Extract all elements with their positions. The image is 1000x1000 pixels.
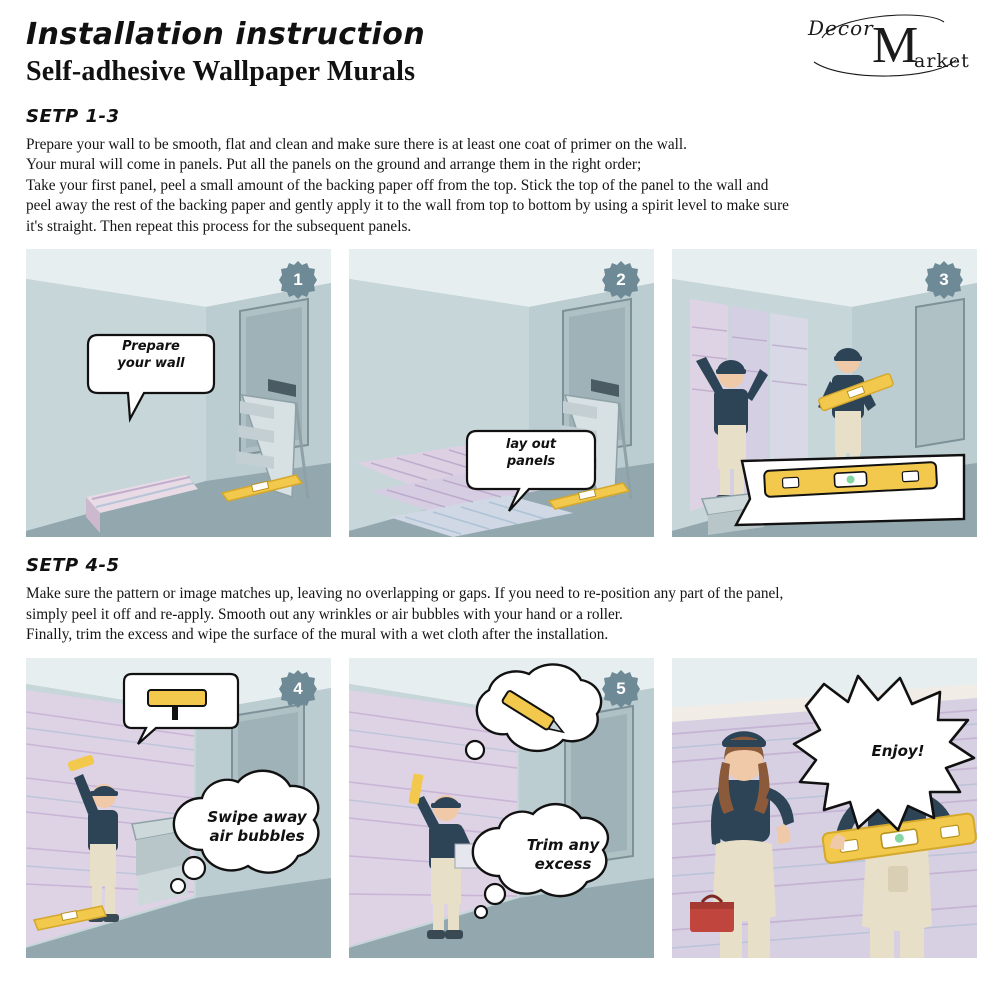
step-panel-5 bbox=[349, 658, 654, 958]
panel-4-caption-line-2: air bubbles bbox=[209, 826, 305, 845]
panel-3-level-callout bbox=[736, 455, 964, 525]
step-panel-2 bbox=[349, 249, 654, 537]
section-1-line-1: Prepare your wall to be smooth, flat and clean and make sure there is at least one coat of primer on the wall. bbox=[26, 136, 687, 153]
step-badge-5 bbox=[602, 670, 640, 708]
logo-monogram: M bbox=[872, 17, 919, 74]
step-badge-1-number: 1 bbox=[293, 270, 303, 290]
panel-2-caption-line-1: lay out bbox=[505, 437, 557, 453]
panel-5-caption-line-2: excess bbox=[534, 854, 592, 873]
section-2-line-2: simply peel it off and re-apply. Smooth out any wrinkles or air bubbles with your hand or a roller. bbox=[26, 605, 623, 623]
step-panels-row-2 bbox=[26, 658, 974, 958]
step-badge-5-number: 5 bbox=[616, 678, 626, 698]
page-title: Installation instruction bbox=[26, 17, 426, 52]
step-panel-3 bbox=[672, 249, 977, 537]
step-badge-1 bbox=[279, 261, 317, 299]
brand-logo bbox=[794, 6, 974, 86]
panel-6-illustration bbox=[672, 658, 977, 958]
section-2-text bbox=[26, 584, 974, 645]
step-badge-2 bbox=[602, 261, 640, 299]
page-subtitle: Self-adhesive Wallpaper Murals bbox=[26, 56, 416, 87]
step-badge-4-number: 4 bbox=[293, 678, 303, 698]
panel-1-caption-line-2: your wall bbox=[117, 355, 185, 371]
panel-4-caption-line-1: Swipe away bbox=[207, 807, 307, 826]
step-badge-4 bbox=[279, 670, 317, 708]
panel-6-caption: Enjoy! bbox=[871, 741, 925, 760]
step-panel-1 bbox=[26, 249, 331, 537]
page-header bbox=[26, 0, 974, 102]
step-panel-4 bbox=[26, 658, 331, 958]
logo-arket-text: arket bbox=[914, 50, 970, 72]
section-1-line-2: Your mural will come in panels. Put all the panels on the ground and arrange them in the right order; bbox=[26, 156, 642, 174]
logo-decor-text: Decor bbox=[808, 16, 874, 40]
step-panels-row-1 bbox=[26, 249, 974, 537]
section-2-line-3: Finally, trim the excess and wipe the surface of the mural with a wet cloth after the installation. bbox=[26, 626, 609, 644]
step-badge-2-number: 2 bbox=[616, 270, 626, 290]
panel-1-caption-line-1: Prepare bbox=[122, 339, 180, 355]
section-1-line-5: it's straight. Then repeat this process for the subsequent panels. bbox=[26, 217, 412, 235]
step-panel-6 bbox=[672, 658, 977, 958]
section-2-line-1: Make sure the pattern or image matches up, leaving no overlapping or gaps. If you need to re-position any part of the panel, bbox=[26, 585, 784, 603]
section-2-heading: SETP 4-5 bbox=[26, 555, 120, 577]
step-badge-3 bbox=[925, 261, 963, 299]
panel-5-caption-line-1: Trim any bbox=[526, 835, 600, 854]
section-1-line-3: Take your first panel, peel a small amount of the backing paper off from the top. Stick the top of the panel to the wall and bbox=[26, 176, 769, 194]
section-1-line-4: peel away the rest of the backing paper and gently apply it to the wall from top to bottom by using a spirit level to make sure bbox=[26, 197, 789, 215]
section-1-heading: SETP 1-3 bbox=[26, 106, 120, 127]
step-badge-3-number: 3 bbox=[939, 270, 949, 290]
section-1-text bbox=[26, 135, 974, 237]
panel-2-caption-line-2: panels bbox=[506, 453, 556, 469]
